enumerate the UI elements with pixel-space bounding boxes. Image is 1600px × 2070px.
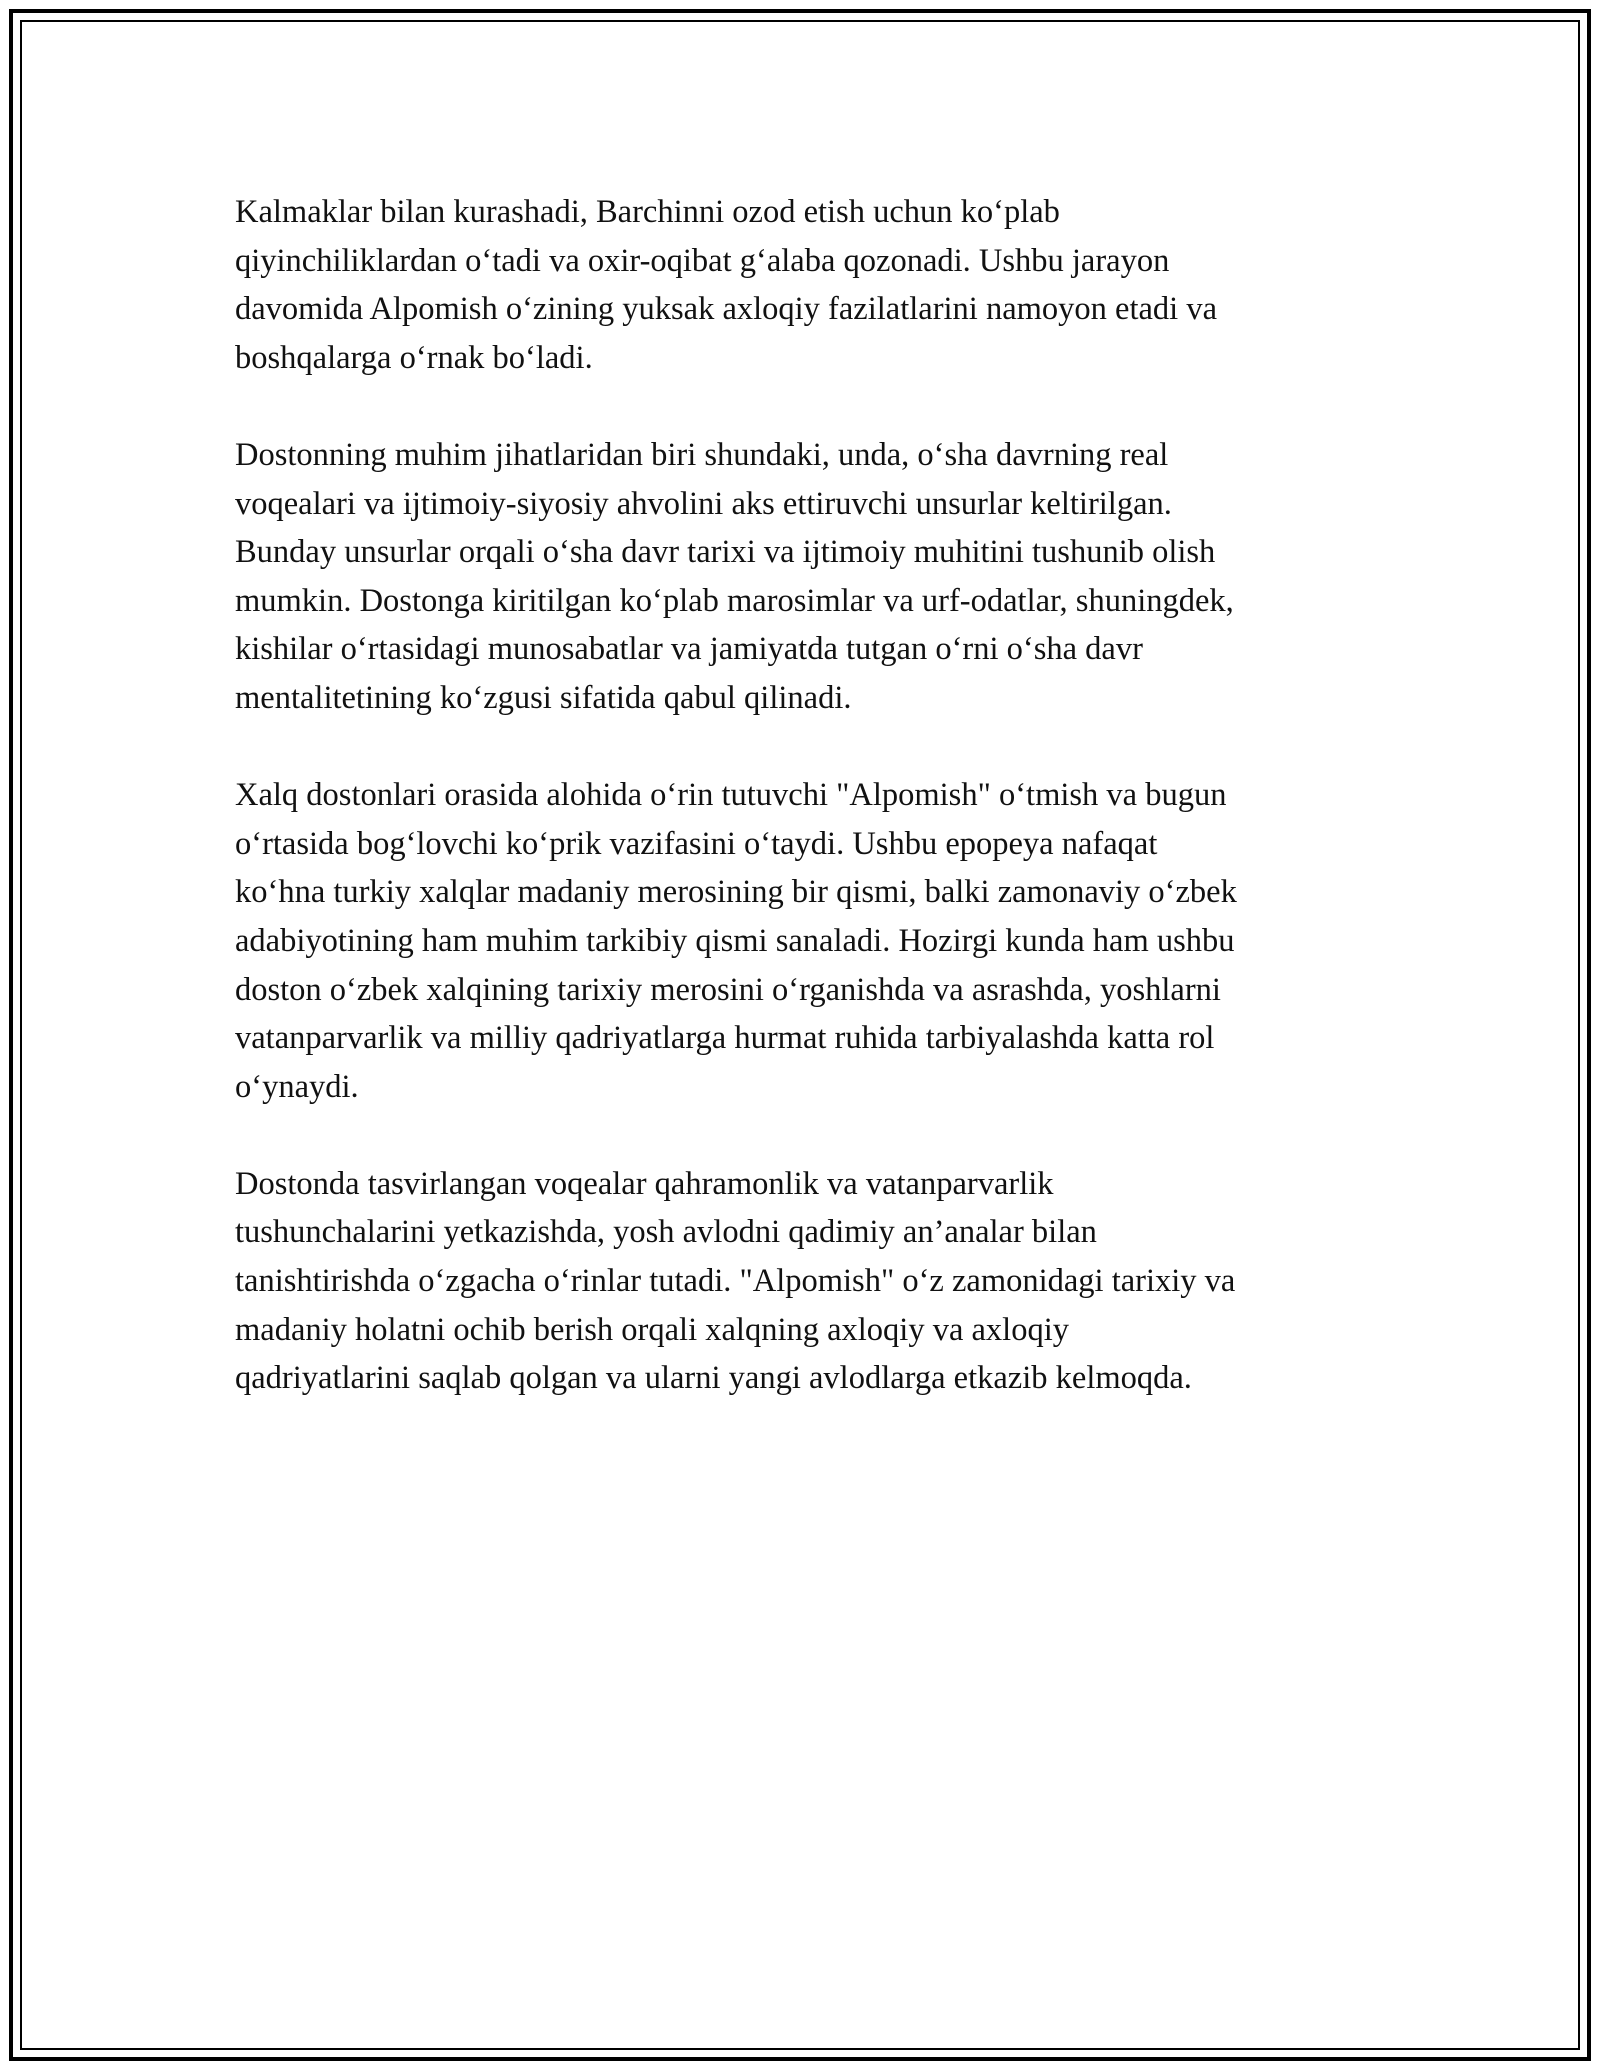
- text-line: mumkin. Dostonga kiritilgan koʻplab marosimlar va urf-odatlar, shuningdek,: [235, 582, 1234, 619]
- text-line: oʻrtasida bogʻlovchi koʻprik vazifasini oʻtaydi. Ushbu epopeya nafaqat: [235, 825, 1158, 862]
- text-line: vatanparvarlik va milliy qadriyatlarga hurmat ruhida tarbiyalashda katta rol: [235, 1020, 1215, 1057]
- text-line: mentalitetining koʻzgusi sifatida qabul qilinadi.: [235, 679, 852, 716]
- text-line: Bunday unsurlar orqali oʻsha davr tarixi va ijtimoiy muhitini tushunib olish: [235, 534, 1216, 571]
- text-line: davomida Alpomish oʻzining yuksak axloqiy fazilatlarini namoyon etadi va: [235, 291, 1217, 328]
- text-line: qiyinchiliklardan oʻtadi va oxir-oqibat gʻalaba qozonadi. Ushbu jarayon: [235, 242, 1170, 279]
- paragraph-4: [235, 1160, 1380, 1403]
- text-line: tushunchalarini yetkazishda, yosh avlodni qadimiy an’analar bilan: [235, 1214, 1097, 1251]
- text-line: qadriyatlarini saqlab qolgan va ularni yangi avlodlarga etkazib kelmoqda.: [235, 1360, 1192, 1397]
- text-line: kishilar oʻrtasidagi munosabatlar va jamiyatda tutgan oʻrni oʻsha davr: [235, 631, 1143, 668]
- text-line: boshqalarga oʻrnak boʻladi.: [235, 339, 593, 376]
- paragraph-3: [235, 771, 1380, 1111]
- text-line: tanishtirishda oʻzgacha oʻrinlar tutadi. "Alpomish" oʻz zamonidagi tarixiy va: [235, 1263, 1236, 1300]
- text-line: Xalq dostonlari orasida alohida oʻrin tutuvchi "Alpomish" oʻtmish va bugun: [235, 777, 1227, 814]
- text-line: doston oʻzbek xalqining tarixiy merosini oʻrganishda va asrashda, yoshlarni: [235, 971, 1221, 1008]
- text-line: oʻynaydi.: [235, 1068, 359, 1105]
- text-line: adabiyotining ham muhim tarkibiy qismi sanaladi. Hozirgi kunda ham ushbu: [235, 922, 1235, 959]
- text-line: Kalmaklar bilan kurashadi, Barchinni ozod etish uchun koʻplab: [235, 194, 1060, 230]
- paragraph-1: [235, 188, 1380, 382]
- text-line: koʻhna turkiy xalqlar madaniy merosining bir qismi, balki zamonaviy oʻzbek: [235, 874, 1237, 911]
- text-line: voqealari va ijtimoiy-siyosiy ahvolini aks ettiruvchi unsurlar keltirilgan.: [235, 485, 1172, 522]
- document-body: [235, 188, 1380, 1451]
- paragraph-2: [235, 431, 1380, 723]
- text-line: madaniy holatni ochib berish orqali xalqning axloqiy va axloqiy: [235, 1311, 1069, 1348]
- text-line: Dostonda tasvirlangan voqealar qahramonlik va vatanparvarlik: [235, 1165, 1054, 1202]
- text-line: Dostonning muhim jihatlaridan biri shundaki, unda, oʻsha davrning real: [235, 436, 1169, 473]
